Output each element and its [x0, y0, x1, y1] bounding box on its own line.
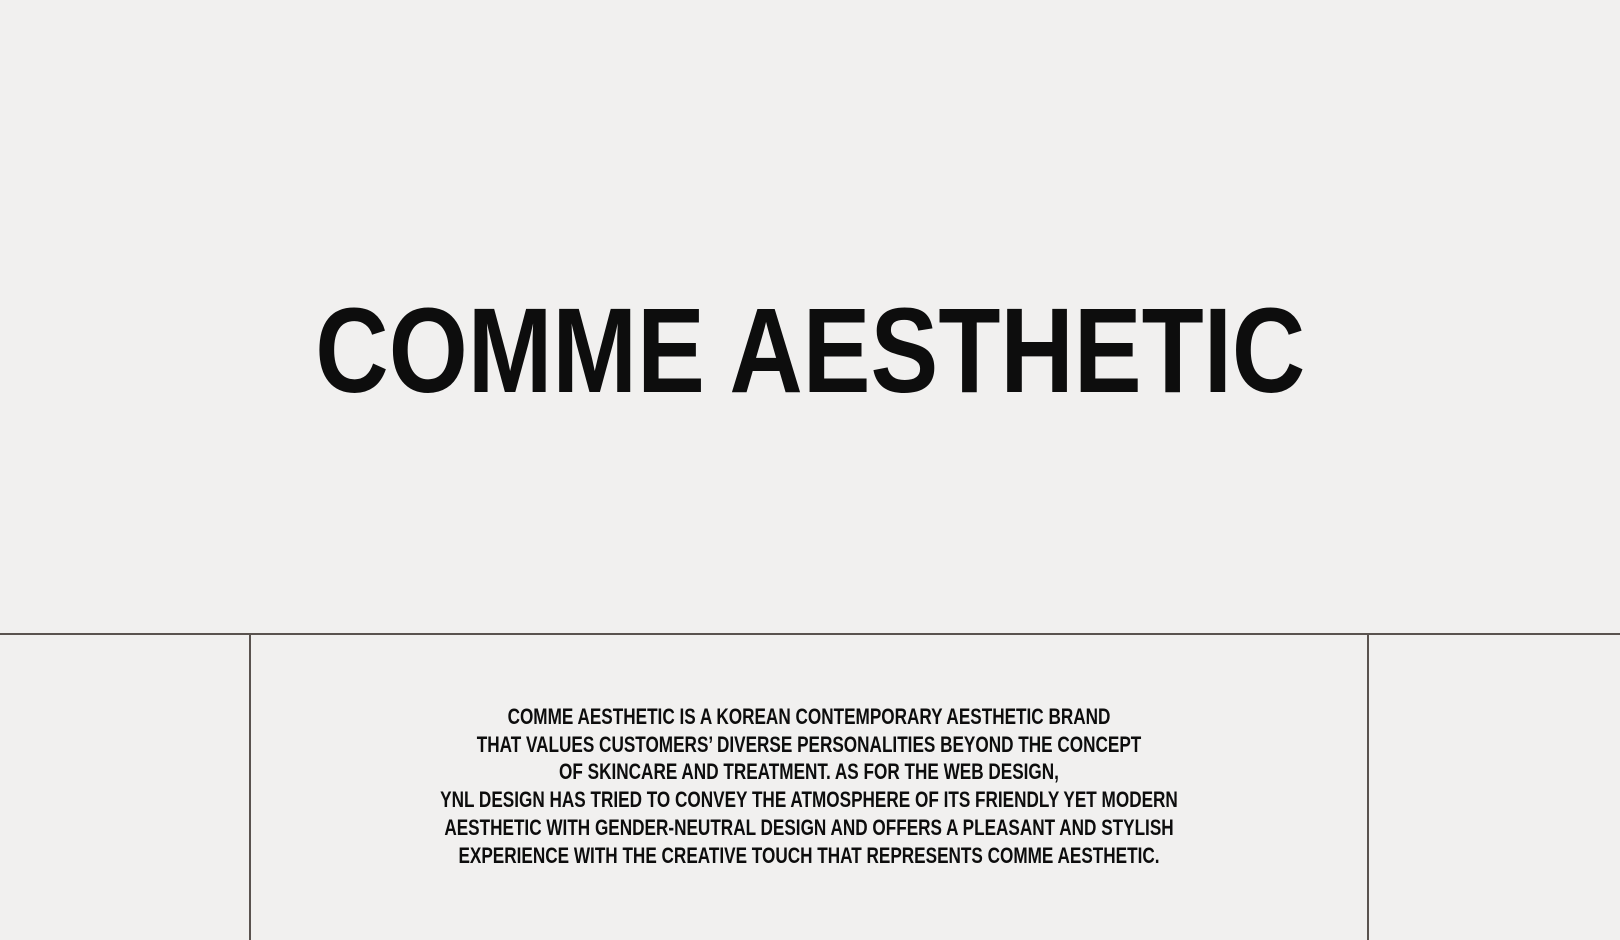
brand-title-wrap — [0, 282, 1620, 418]
intro-line: AESTHETIC WITH GENDER-NEUTRAL DESIGN AND OFFERS A PLEASANT AND STYLISH — [444, 814, 1174, 840]
intro-line: THAT VALUES CUSTOMERS’ DIVERSE PERSONALITIES BEYOND THE CONCEPT — [476, 731, 1142, 757]
center-column — [251, 635, 1369, 940]
intro-section — [0, 633, 1620, 940]
left-column — [0, 635, 251, 940]
intro-line: OF SKINCARE AND TREATMENT. AS FOR THE WEB DESIGN, — [559, 759, 1059, 785]
intro-line: COMME AESTHETIC IS A KOREAN CONTEMPORARY AESTHETIC BRAND — [507, 704, 1111, 729]
brand-title: COMME AESTHETIC — [314, 282, 1306, 418]
intro-line: EXPERIENCE WITH THE CREATIVE TOUCH THAT REPRESENTS COMME AESTHETIC. — [458, 842, 1160, 868]
right-column — [1369, 635, 1620, 940]
intro-paragraph — [374, 703, 1244, 869]
intro-line: YNL DESIGN HAS TRIED TO CONVEY THE ATMOSPHERE OF ITS FRIENDLY YET MODERN — [440, 787, 1178, 813]
